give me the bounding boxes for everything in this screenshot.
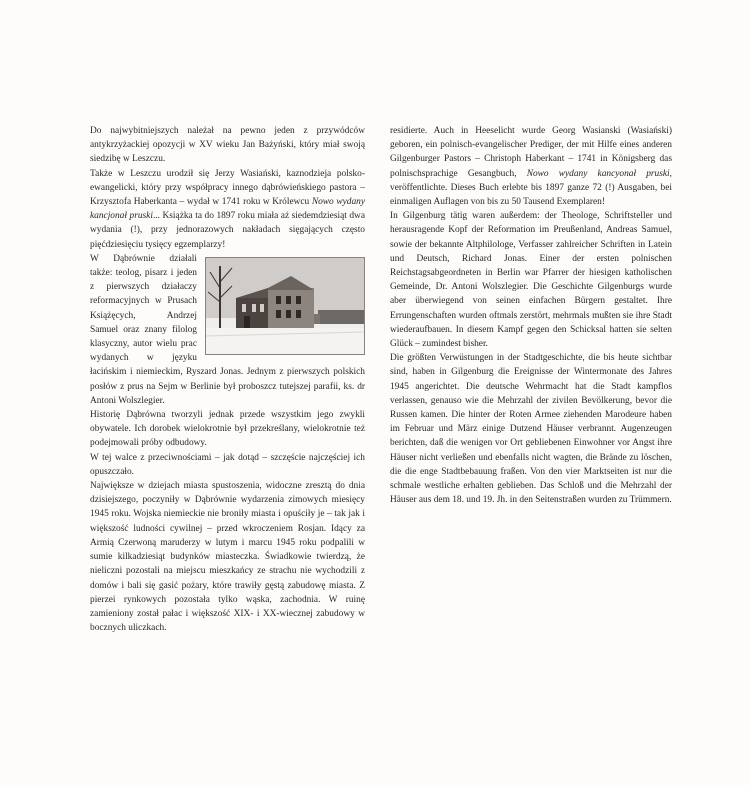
- paragraph-bazynski: Do najwybitniejszych należał na pewno jeden z przywódców antykrzyżackiej opozycji w XV wieku Jan Bażyński, który miał swoją siedzibę w Leszczu.: [90, 126, 365, 165]
- paragraph-notables: W Dąbrównie działali także: teolog, pisarz i jeden z pierwszych działaczy reformacyjnych w Prusach Książęcych, Andrzej Samuel oraz znany filolog klasyczny, autor wielu prac wydanych w języku łacińskim i niemieckim, Ryszard Jonas. Jednym z pierwszych polskich posłów z prus na Sejm w Berlinie był proboszcz tutejszej parafii, ks. dr Antoni Wolszlegier.: [90, 253, 365, 406]
- paragraph-notables-de: In Gilgenburg tätig waren außerdem: der Theologe, Schriftsteller und herausragende Kopf der Reformation im Preußenland, Andreas Samuel, sowie der bekannte Altphilologe, Verfasser zahlreicher Schriften in Latein und Deutsch, Richard Jonas. Einer der ersten polnischen Reichstagsabgeordneten in Berlin war Pfarrer der hiesigen katholischen Gemeinde, Dr. Antoni Wolszlegier. Die Geschichte Gilgenburgs wurde aber überwiegend von seinen einfachen Bürgern gestaltet. Ihre Errungenschaften wurden oftmals zerstört, mehrmals mußten sie ihre Stadt wiederaufbauen. In diesem Kampf gegen den Schicksal hatten sie selten Glück – zumindest bisher.: [390, 211, 672, 350]
- paragraph-1945: Największe w dziejach miasta spustoszenia, widoczne zresztą do dnia dzisiejszego, poczyniły w Dąbrównie wydarzenia zimowych miesięcy 1945 roku. Wojska niemieckie nie broniły miasta i opuściły je – tak jak i większość ludności cywilnej – przed wkroczeniem Rosjan. Idący za Armią Czerwoną maruderzy w lutym i marcu 1945 roku podpalili w sumie kilkadziesiąt budynków miasteczka. Świadkowie twierdzą, że nieliczni pozostali na miejscu mieszkańcy ze strachu nie wychodzili z domów i bali się gasić pożary, które trawiły gęstą zabudowę miasta. Z pierzei rynkowych pozostała tylko wąska, zachodnia. W ruinę zamieniony został pałac i większość XIX- i XX-wiecznej zabudowy w bocznych uliczkach.: [90, 481, 365, 634]
- paragraph-fortune: W tej walce z przeciwnościami – jak dotąd – szczęście najczęściej ich opuszczało.: [90, 452, 365, 477]
- hymnal-title-de: Nowo wydany kancyonał pruski: [526, 168, 670, 179]
- hymnal-title: Nowo wydany kancjonał pruski: [90, 197, 365, 222]
- paragraph-1945-de: Die größten Verwüstungen in der Stadtgeschichte, die bis heute sichtbar sind, haben in Gilgenburg die Ereignisse der Wintermonate des Jahres 1945 angerichtet. Die deutsche Wehrmacht hat die Stadt kampflos verlassen, genauso wie die Mehrzahl der zivilen Bevölkerung, bevor die Russen kamen. Die hinter der Roten Armee ziehenden Marodeure haben im Februar und März einige Dutzend Häuser verbrannt. Augenzeugen berichten, daß die wenigen vor Ort gebliebenen Einwohner vor Angst ihre Häuser nicht verließen und ebenfalls nicht wagten, die Brände zu löschen, die die enge Stadtbebauung fraßen. Von den vier Marktseiten ist nur die schmale westliche erhalten geblieben. Das Schloß und die Mehrzahl der Häuser aus dem 18. und 19. Jh. in den Seitenstraßen wurden zu Trümmern.: [390, 353, 672, 506]
- ruins-photo-image: [206, 258, 364, 354]
- paragraph-wasianski: Także w Leszczu urodził się Jerzy Wasiański, kaznodzieja polsko-ewangelicki, który przy współpracy innego dąbrówieńskiego pastora – Krzysztofa Haberkanta – wydał w 1741 roku w Królewcu Nowo wydany kancjonał pruski... Książka ta do 1897 roku miała aż siedemdziesiąt dwa wydania (!), przy jednorazowych nakładach sięgających często pięćdziesięciu tysięcy egzemplarzy!: [90, 168, 365, 250]
- paragraph-citizens: Historię Dąbrówna tworzyli jednak przede wszystkim jego zwykli obywatele. Ich dorobek wielokrotnie był przekreślany, wielokrotnie też podejmowali próby odbudowy.: [90, 410, 365, 449]
- paragraph-wasianski-de: residierte. Auch in Heeselicht wurde Georg Wasianski (Wasiański) geboren, ein polnisch-evangelischer Prediger, der mit Hilfe eines anderen Gilgenburger Pastors – Christoph Haberkant – 1741 in Königsberg das polnischsprachige Gesangbuch, Nowo wydany kancyonał pruski, veröffentlichte. Dieses Buch erlebte bis 1897 ganze 72 (!) Ausgaben, bei einmaligen Auflagen von bis zu 50 Tausend Exemplaren!: [390, 126, 673, 208]
- polish-text-column: [90, 124, 365, 635]
- ruins-photo: [205, 257, 365, 355]
- german-text-column: [390, 124, 672, 507]
